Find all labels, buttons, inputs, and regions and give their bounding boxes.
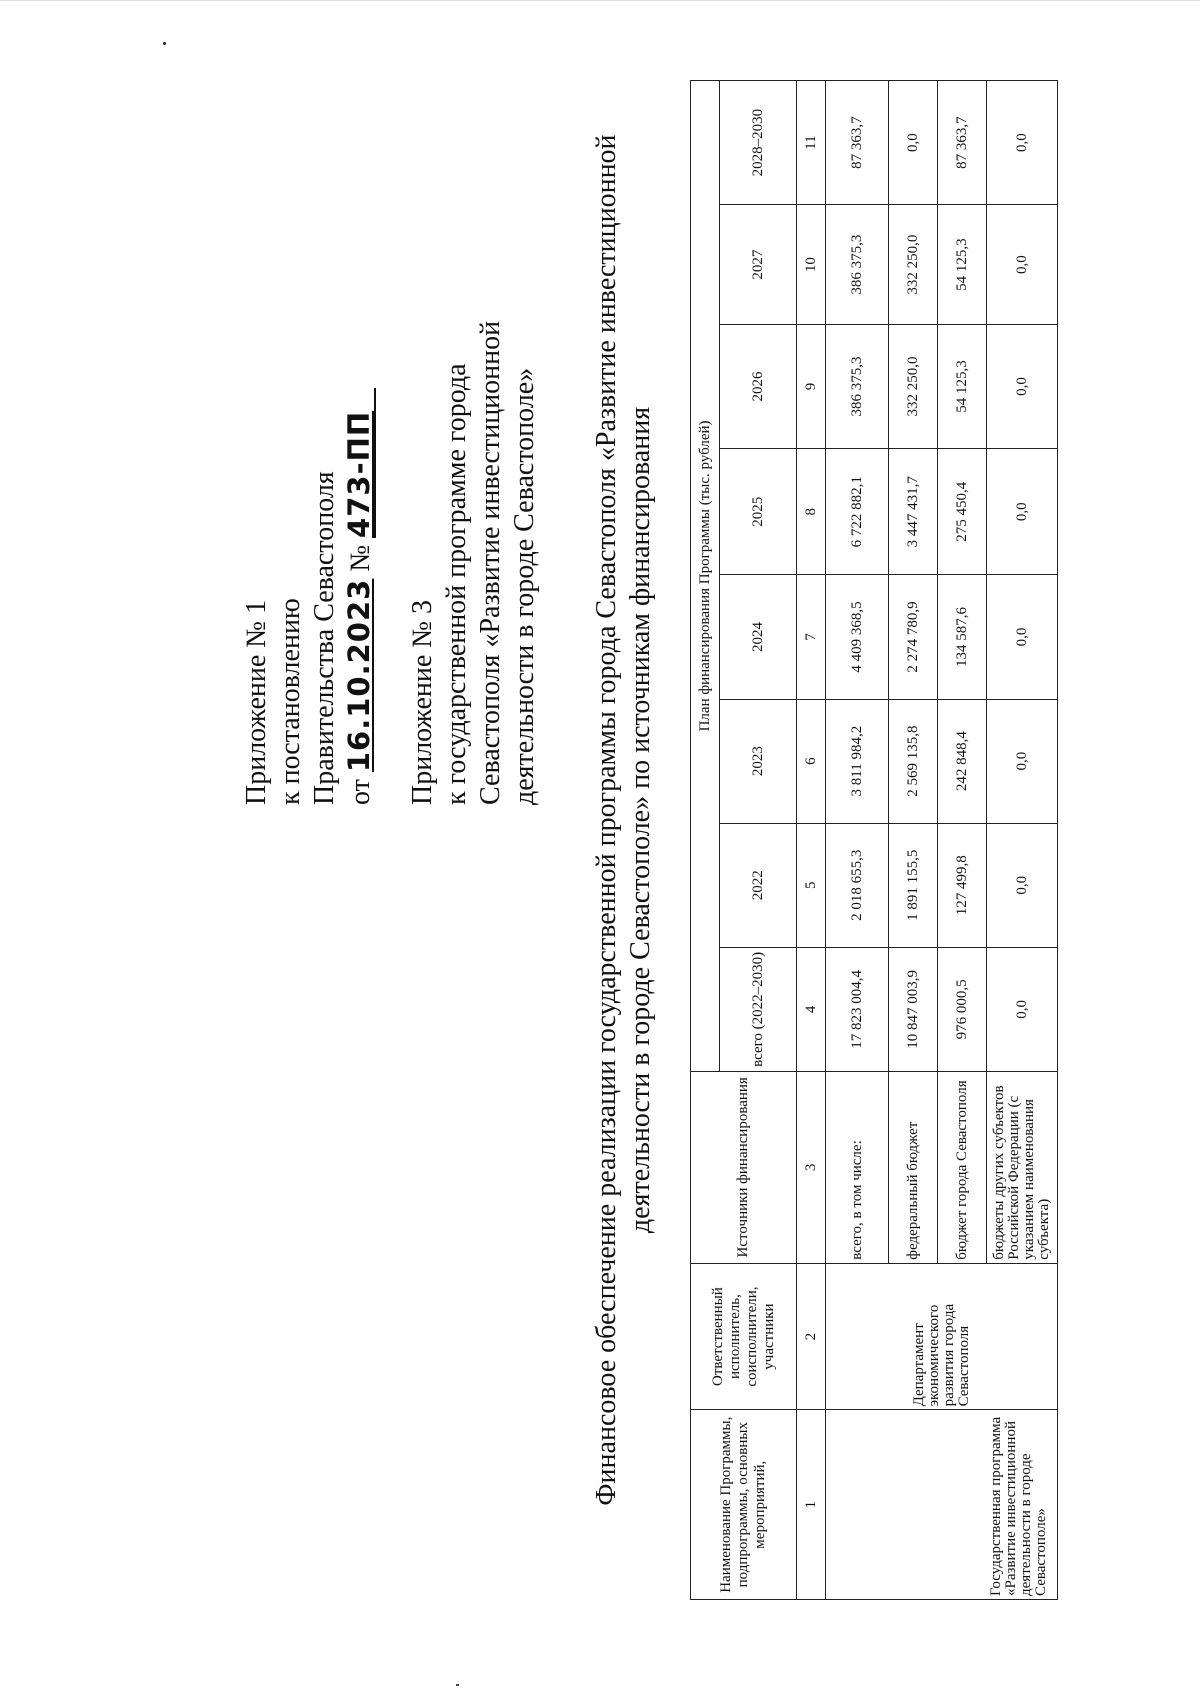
value-cell: 332 250,0 [889,324,938,448]
value-cell: 332 250,0 [889,205,938,325]
value-cell: 0,0 [987,449,1058,575]
resolution-ref: к постановлению [275,598,306,805]
program-ref-line3: деятельности в городе Севастополе» [509,367,540,805]
source-cell: всего, в том числе: [826,1071,889,1263]
value-cell: 17 823 004,4 [826,947,889,1071]
value-cell: 54 125,3 [938,205,987,325]
source-cell: бюджет города Севастополя [938,1071,987,1263]
value-cell: 0,0 [987,575,1058,699]
source-cell: федеральный бюджет [889,1071,938,1263]
appendix-number: Приложение № 1 [241,600,272,805]
scan-speck [456,1684,459,1686]
value-cell: 3 811 984,2 [826,699,889,823]
header-year: 2028–2030 [720,81,797,205]
value-cell: 0,0 [987,823,1058,947]
program-name-cell: Государственная программа «Развитие инвестиционной деятельности в городе Севастополе» [826,1410,1058,1600]
column-number: 8 [797,449,826,575]
value-cell: 6 722 882,1 [826,449,889,575]
title-line-1: Финансовое обеспечение реализации государственной программы города Севастополя «Развитие инвестиционной [591,134,622,1506]
column-number-row [797,81,826,1600]
appendix3-number: Приложение № 3 [407,600,438,805]
handwritten-number: 473-ПП [344,388,376,538]
column-number: 5 [797,823,826,947]
header-sources: Источники финансирования [691,1071,797,1263]
column-number: 10 [797,205,826,325]
value-cell: 87 363,7 [938,81,987,205]
resolution-date-line [342,321,378,805]
value-cell: 0,0 [987,324,1058,448]
financing-table [690,80,1058,1600]
value-cell: 275 450,4 [938,449,987,575]
value-cell: 3 447 431,7 [889,449,938,575]
value-cell: 2 018 655,3 [826,823,889,947]
column-number: 11 [797,81,826,205]
value-cell: 127 499,8 [938,823,987,947]
table-header-row [691,81,720,1600]
scan-edge [0,0,1200,1]
department-cell: Департамент экономического развития города Севастополя [826,1263,1058,1410]
number-sign: № [345,544,376,572]
column-number: 2 [797,1263,826,1410]
value-cell: 2 274 780,9 [889,575,938,699]
column-number: 9 [797,324,826,448]
header-year: 2025 [720,449,797,575]
column-number: 1 [797,1410,826,1600]
column-number: 7 [797,575,826,699]
header-plan: План финансирования Программы (тыс. рублей) [691,81,720,1072]
table-row-total [826,81,889,1600]
header-year: 2023 [720,699,797,823]
header-year: 2022 [720,823,797,947]
document-sheet [30,40,1130,1600]
program-ref-line2: Севастополя «Развитие инвестиционной [475,320,506,805]
value-cell: 10 847 003,9 [889,947,938,1071]
handwritten-date: 16.10.2023 [342,578,376,773]
value-cell: 242 848,4 [938,699,987,823]
column-number: 6 [797,699,826,823]
government-name: Правительства Севастополя [309,471,340,805]
value-cell: 0,0 [889,81,938,205]
header-program-name: Наименование Программы, подпрограммы, основных мероприятий, [691,1410,797,1600]
value-cell: 976 000,5 [938,947,987,1071]
value-cell: 0,0 [987,205,1058,325]
value-cell: 0,0 [987,699,1058,823]
title-line-2: деятельности в городе Севастополе» по источникам финансирования [625,406,656,1234]
value-cell: 0,0 [987,81,1058,205]
header-year-total: всего (2022–2030) [720,947,797,1071]
value-cell: 386 375,3 [826,324,889,448]
source-cell: бюджеты других субъектов Российской Федерации (с указанием наименования субъекта) [987,1071,1058,1263]
document-title [590,40,658,1600]
header-year: 2024 [720,575,797,699]
header-responsible: Ответственный исполнитель, соисполнители, участники [691,1263,797,1410]
value-cell: 87 363,7 [826,81,889,205]
value-cell: 134 587,6 [938,575,987,699]
header-year: 2026 [720,324,797,448]
header-year: 2027 [720,205,797,325]
appendix-header [240,321,542,805]
column-number: 3 [797,1071,826,1263]
value-cell: 0,0 [987,947,1058,1071]
value-cell: 1 891 155,5 [889,823,938,947]
value-cell: 2 569 135,8 [889,699,938,823]
from-prefix: от [345,779,376,805]
value-cell: 54 125,3 [938,324,987,448]
column-number: 4 [797,947,826,1071]
value-cell: 4 409 368,5 [826,575,889,699]
program-ref-line1: к государственной программе города [441,363,472,805]
value-cell: 386 375,3 [826,205,889,325]
